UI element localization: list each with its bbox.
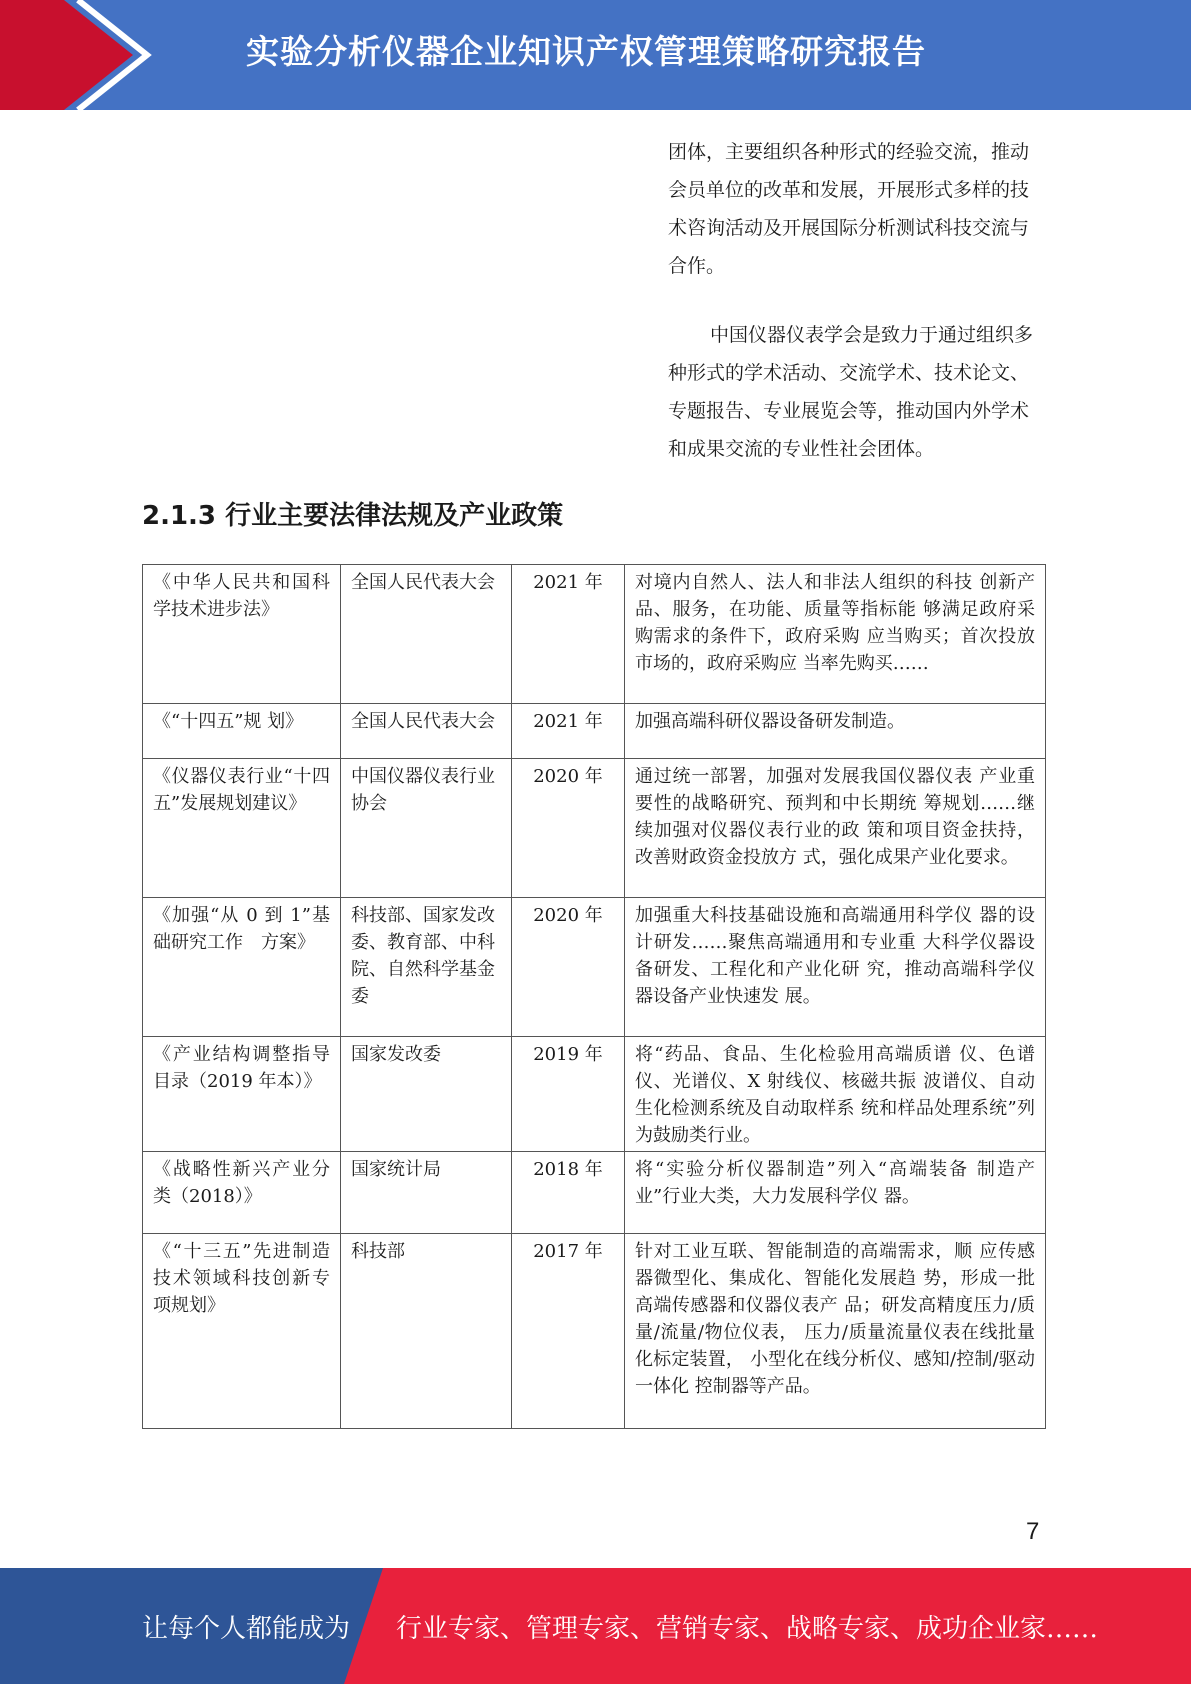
- table-row: [143, 1152, 1046, 1234]
- footer-slogan-lead: 让每个人都能成为: [142, 1614, 351, 1644]
- report-title: 实验分析仪器企业知识产权管理策略研究报告: [246, 32, 926, 71]
- policy-issuer: 科技部: [341, 1234, 512, 1429]
- policy-name: 《“十四五”规 划》: [143, 704, 341, 759]
- policy-issuer: 科技部、国家发改委、教育部、中科院、自然科学基金委: [341, 898, 512, 1037]
- policy-name: 《仪器仪表行业“十四五”发展规划建议》: [143, 759, 341, 898]
- section-heading: 2.1.3 行业主要法律法规及产业政策: [142, 501, 564, 531]
- table-row: [143, 1037, 1046, 1152]
- table-row: [143, 704, 1046, 759]
- policy-name: 《加强“从 0 到 1”基础研究工作 方案》: [143, 898, 341, 1037]
- page-number: 7: [1026, 1518, 1040, 1545]
- policy-name: 《产业结构调整指导目录（2019 年本）》: [143, 1037, 341, 1152]
- policy-year: 2021 年: [512, 704, 625, 759]
- footer-slogan-roles: 行业专家、管理专家、营销专家、战略专家、成功企业家……: [396, 1614, 1099, 1644]
- policy-name: 《中华人民共和国科学技术进步法》: [143, 565, 341, 704]
- policy-year: 2020 年: [512, 898, 625, 1037]
- policy-content: 针对工业互联、智能制造的高端需求，顺 应传感器微型化、集成化、智能化发展趋 势，形成一批高端传感器和仪器仪表产 品；研发高精度压力/质量/流量/物位仪表， 压力/质量流量仪表在线批量化标定装置， 小型化在线分析仪、感知/控制/驱动一体化 控制器等产品。: [625, 1234, 1046, 1429]
- policy-table: [142, 564, 1046, 1429]
- policy-year: 2018 年: [512, 1152, 625, 1234]
- policy-content: 对境内自然人、法人和非法人组织的科技 创新产品、服务，在功能、质量等指标能 够满足政府采购需求的条件下，政府采购 应当购买；首次投放市场的，政府采购应 当率先购买……: [625, 565, 1046, 704]
- policy-year: 2017 年: [512, 1234, 625, 1429]
- page-header: [0, 0, 1191, 110]
- policy-issuer: 中国仪器仪表行业协会: [341, 759, 512, 898]
- policy-year: 2019 年: [512, 1037, 625, 1152]
- policy-issuer: 全国人民代表大会: [341, 704, 512, 759]
- policy-issuer: 全国人民代表大会: [341, 565, 512, 704]
- policy-content: 将“实验分析仪器制造”列入“高端装备 制造产业”行业大类，大力发展科学仪 器。: [625, 1152, 1046, 1234]
- policy-year: 2021 年: [512, 565, 625, 704]
- table-row: [143, 565, 1046, 704]
- table-row: [143, 1234, 1046, 1429]
- policy-issuer: 国家统计局: [341, 1152, 512, 1234]
- paragraph-1: 团体，主要组织各种形式的经验交流，推动会员单位的改革和发展，开展形式多样的技术咨询活动及开展国际分析测试科技交流与合作。: [668, 141, 1030, 277]
- policy-content: 通过统一部署，加强对发展我国仪器仪表 产业重要性的战略研究、预判和中长期统 筹规划……继续加强对仪器仪表行业的政 策和项目资金扶持，改善财政资金投放方 式，强化成果产业化要求。: [625, 759, 1046, 898]
- policy-year: 2020 年: [512, 759, 625, 898]
- policy-name: 《“十三五”先进制造技术领域科技创新专项规划》: [143, 1234, 341, 1429]
- policy-name: 《战略性新兴产业分类（2018）》: [143, 1152, 341, 1234]
- policy-issuer: 国家发改委: [341, 1037, 512, 1152]
- table-row: [143, 898, 1046, 1037]
- policy-content: 加强高端科研仪器设备研发制造。: [625, 704, 1046, 759]
- table-row: [143, 759, 1046, 898]
- policy-content: 加强重大科技基础设施和高端通用科学仪 器的设计研发……聚焦高端通用和专业重 大科学仪器设备研发、工程化和产业化研 究，推动高端科学仪器设备产业快速发 展。: [625, 898, 1046, 1037]
- paragraph-2: 中国仪器仪表学会是致力于通过组织多种形式的学术活动、交流学术、技术论文、专题报告、专业展览会等，推动国内外学术和成果交流的专业性社会团体。: [668, 324, 1034, 460]
- page-footer: [0, 1568, 1191, 1684]
- policy-content: 将“药品、食品、生化检验用高端质谱 仪、色谱仪、光谱仪、X 射线仪、核磁共振 波谱仪、自动生化检测系统及自动取样系 统和样品处理系统”列为鼓励类行业。: [625, 1037, 1046, 1152]
